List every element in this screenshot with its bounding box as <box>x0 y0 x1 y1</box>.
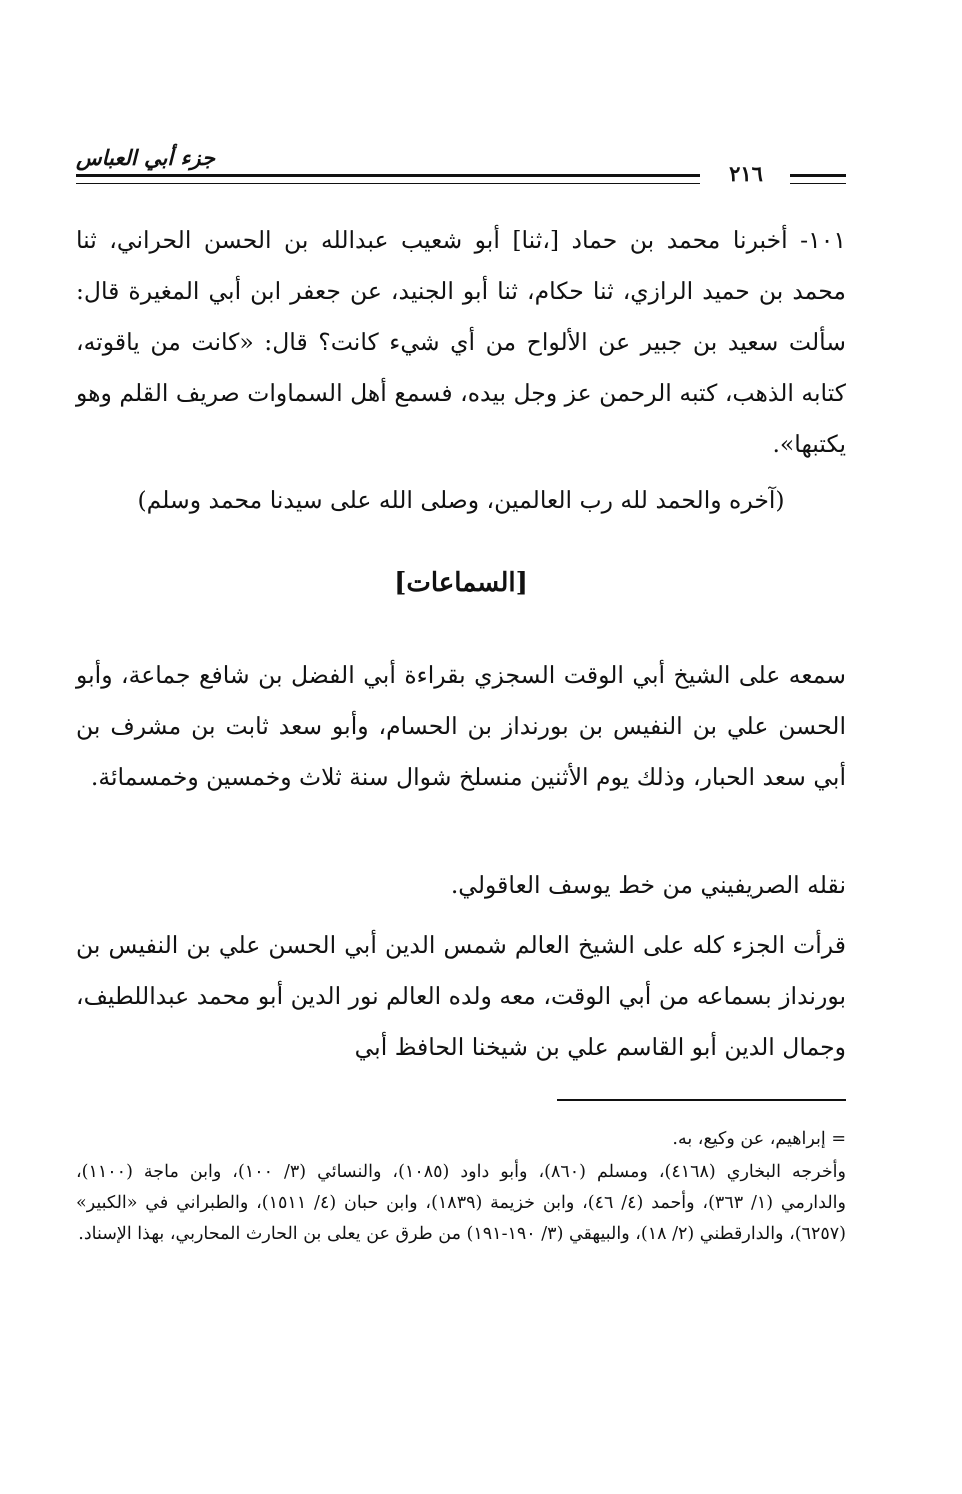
hadith-paragraph: ١٠١- أخبرنا محمد بن حماد [،ثنا] أبو شعيب عبدالله بن الحسن الحراني، ثنا محمد بن حميد الرازي، ثنا حكام، ثنا أبو الجنيد، عن جعفر ابن أبي المغيرة قال: سألت سعيد بن جبير عن الألواح من أي شيء كانت؟ قال: «كانت من ياقوته، كتابه الذهب، كتبه الرحمن عز وجل بيده، فسمع أهل السماوات صريف القلم وهو يكتبها». <box>76 226 846 458</box>
samaat-paragraph: قرأت الجزء كله على الشيخ العالم شمس الدين أبي الحسن علي بن النفيس بن بورنداز بسماعه من أبي الوقت، معه ولده العالم نور الدين أبو محمد عبداللطيف، وجمال الدين أبو القاسم علي بن شيخنا الحافظ أبي <box>76 931 846 1061</box>
samaat-paragraph: سمعه على الشيخ أبي الوقت السجزي بقراءة أبي الفضل بن شافع جماعة، وأبو الحسن علي بن النفيس بن بورنداز بن الحسام، وأبو سعد ثابت بن مشرف بن أبي سعد الحبار، وذلك يوم الأثنين منسلخ شوال سنة ثلاث وخمسين وخمسمائة. <box>76 661 846 791</box>
header-rule <box>76 174 700 184</box>
page-number: ٢١٦ <box>729 161 763 186</box>
header-rule-short <box>790 174 846 184</box>
book-title: جزء أبي العباس <box>76 145 215 170</box>
colophon: (آخره والحمد لله رب العالمين، وصلى الله على سيدنا محمد وسلم) <box>137 486 785 514</box>
footnote-separator <box>557 1099 846 1101</box>
section-heading: [السماعات] <box>394 568 528 598</box>
footnote: = إبراهيم، عن وكيع، به. <box>672 1129 846 1149</box>
running-head <box>76 145 846 195</box>
footnote: وأخرجه البخاري (٤١٦٨)، ومسلم (٨٦٠)، وأبو داود (١٠٨٥)، والنسائي (٣/ ١٠٠)، وابن ماجة (١١٠٠)، والدارمي (١/ ٣٦٣)، وأحمد (٤/ ٤٦)، وابن خزيمة (١٨٣٩)، وابن حبان (٤/ ١٥١١)، والطبراني في «الكبير» (٦٢٥٧)، والدارقطني (٢/ ١٨)، والبيهقي (٣/ ١٩٠-١٩١) من طرق عن يعلى بن الحارث المحاربي، بهذا الإسناد. <box>76 1162 846 1244</box>
samaat-paragraph: نقله الصريفيني من خط يوسف العاقولي. <box>450 871 846 899</box>
